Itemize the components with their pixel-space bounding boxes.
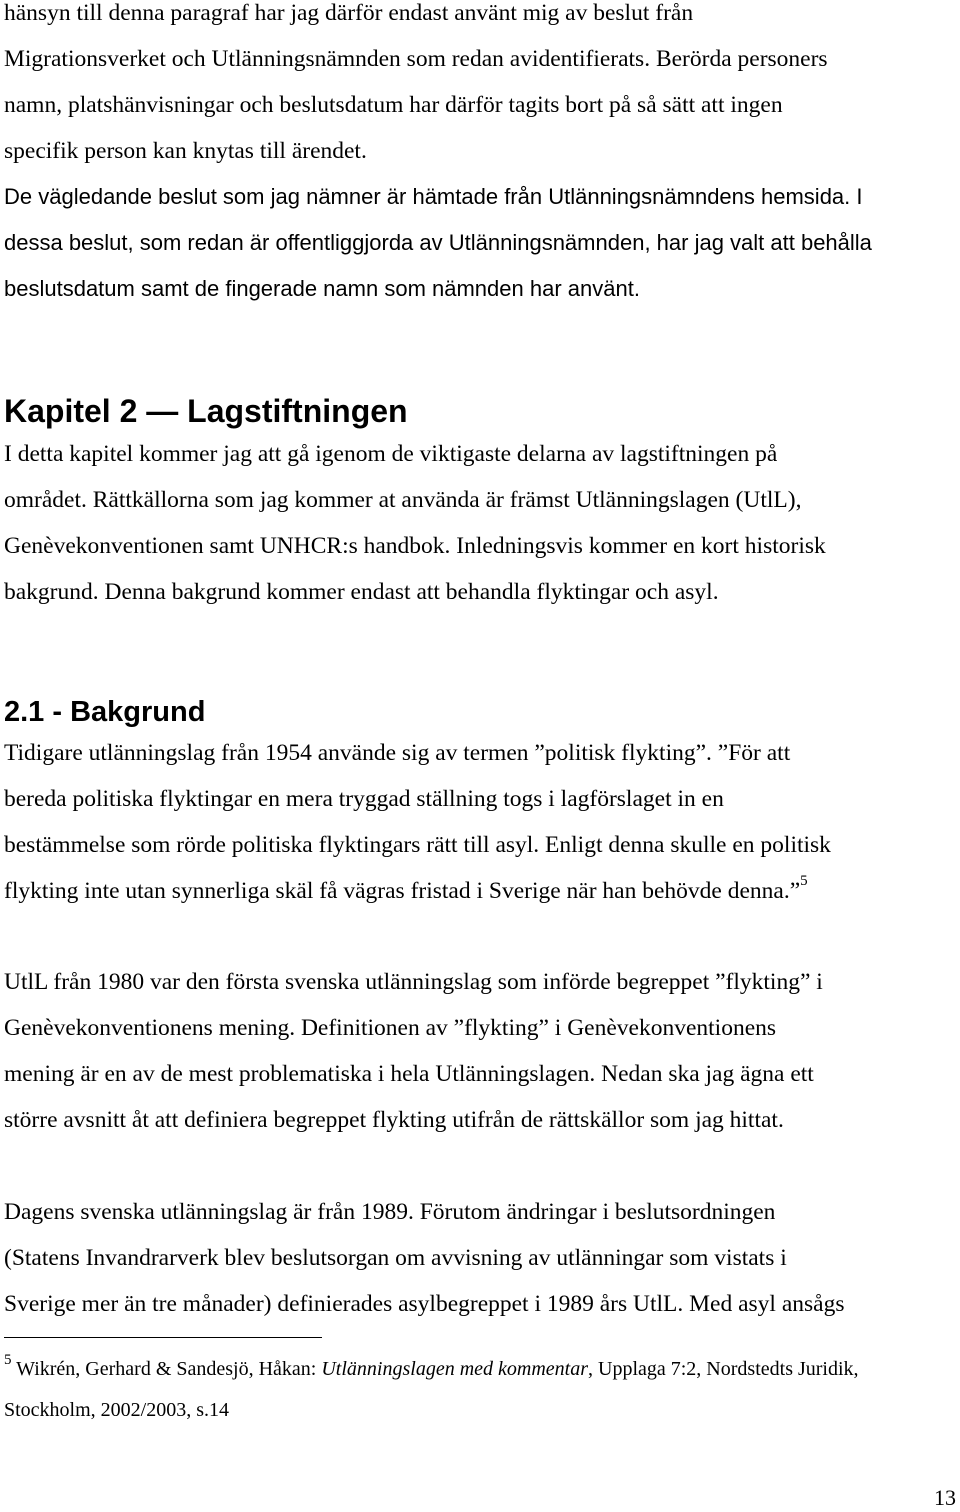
body-text-line: namn, platshänvisningar och beslutsdatum har därför tagits bort på så sätt att ingen (4, 92, 783, 118)
body-text-line: större avsnitt åt att definiera begreppet flykting utifrån de rättskällor som jag hittat. (4, 1107, 784, 1133)
body-text-line: UtlL från 1980 var den första svenska utlänningslag som införde begreppet ”flykting” i (4, 969, 823, 995)
body-text-line: Genèvekonventionens mening. Definitionen av ”flykting” i Genèvekonventionens (4, 1015, 777, 1041)
chapter-heading: Kapitel 2 — Lagstiftningen (4, 393, 408, 429)
body-text-line: området. Rättkällorna som jag kommer at använda är främst Utlänningslagen (UtlL), (4, 487, 802, 513)
body-text-line: Sverige mer än tre månader) definierades asylbegreppet i 1989 års UtlL. Med asyl ansågs (4, 1291, 845, 1317)
footnote (4, 1352, 859, 1380)
body-text-line: bestämmelse som rörde politiska flyktingars rätt till asyl. Enligt denna skulle en politisk (4, 832, 831, 858)
body-text-span: flykting inte utan synnerliga skäl få vägras fristad i Sverige när han behövde denna.” (4, 878, 801, 904)
body-text-line: dessa beslut, som redan är offentliggjorda av Utlänningsnämnden, har jag valt att behålla (4, 230, 872, 255)
body-text-line: bereda politiska flyktingar en mera tryggad ställning togs i lagförslaget in en (4, 786, 724, 812)
body-text-line: Tidigare utlänningslag från 1954 använde sig av termen ”politisk flykting”. ”För att (4, 740, 791, 766)
body-text-line (4, 873, 808, 904)
body-text-line: bakgrund. Denna bakgrund kommer endast att behandla flyktingar och asyl. (4, 579, 719, 605)
footnote-divider (4, 1337, 322, 1338)
footnote-title: Utlänningslagen med kommentar (321, 1358, 588, 1380)
body-text-line: beslutsdatum samt de fingerade namn som nämnden har använt. (4, 276, 640, 301)
footnote-reference: 5 (800, 873, 808, 889)
footnote-number: 5 (4, 1352, 12, 1368)
footnote-text: Wikrén, Gerhard & Sandesjö, Håkan: (11, 1358, 322, 1380)
page-number: 13 (934, 1485, 956, 1510)
body-text-line: I detta kapitel kommer jag att gå igenom de viktigaste delarna av lagstiftningen på (4, 441, 778, 467)
body-text-line: Genèvekonventionen samt UNHCR:s handbok. Inledningsvis kommer en kort historisk (4, 533, 826, 559)
section-heading: 2.1 - Bakgrund (4, 696, 206, 728)
footnote-text: , Upplaga 7:2, Nordstedts Juridik, (588, 1358, 859, 1380)
footnote-continuation: Stockholm, 2002/2003, s.14 (4, 1399, 230, 1421)
body-text-line: (Statens Invandrarverk blev beslutsorgan om avvisning av utlänningar som vistats i (4, 1245, 787, 1271)
body-text-line: Migrationsverket och Utlänningsnämnden som redan avidentifierats. Berörda personers (4, 46, 828, 72)
body-text-line: hänsyn till denna paragraf har jag därför endast använt mig av beslut från (4, 0, 694, 26)
body-text-line: specifik person kan knytas till ärendet. (4, 138, 367, 164)
body-text-line: mening är en av de mest problematiska i hela Utlänningslagen. Nedan ska jag ägna ett (4, 1061, 814, 1087)
body-text-line: Dagens svenska utlänningslag är från 1989. Förutom ändringar i beslutsordningen (4, 1199, 776, 1225)
body-text-line: De vägledande beslut som jag nämner är hämtade från Utlänningsnämndens hemsida. I (4, 184, 863, 209)
